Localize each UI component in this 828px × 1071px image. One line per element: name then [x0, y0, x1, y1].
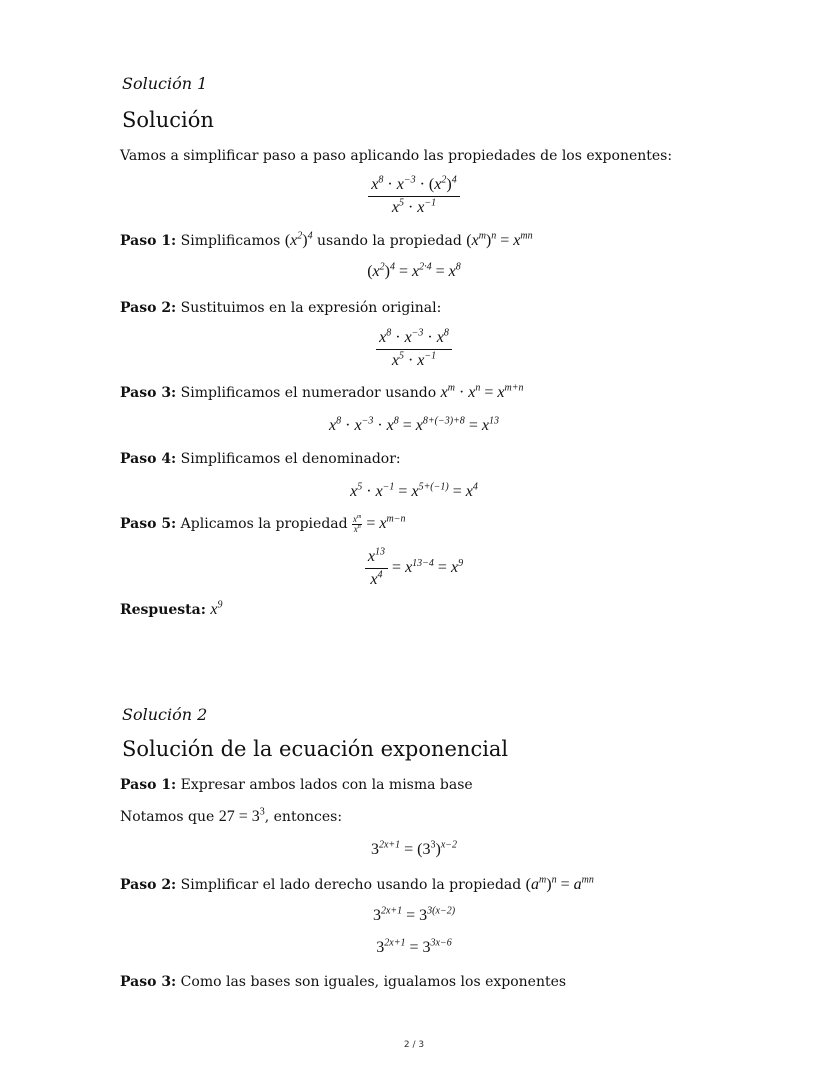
page-number: 2 / 3 — [403, 1040, 425, 1050]
solution-1-label: Solución 1 — [122, 74, 208, 93]
solution-1-step-5 — [120, 515, 406, 534]
equation-step-1: $(x^2)^4 = x^{2\cdot 4} = x^8$ — [367, 261, 461, 280]
s2-step-1-heading: Paso 1: — [120, 777, 177, 793]
note-text: Notamos que — [120, 809, 219, 825]
equation-s2-step-2b: $3^{2x+1} = 3^{3x-6}$ — [376, 937, 452, 956]
s2-step-1-text: Expresar ambos lados con la misma base — [176, 777, 473, 793]
step-3-text: Simplificamos el numerador usando — [176, 385, 441, 401]
equation-step-4: $x^5 \cdot x^{-1} = x^{5+(-1)} = x^4$ — [350, 481, 478, 500]
step-1-text: Simplificamos — [176, 233, 285, 249]
solution-2-step-1 — [120, 776, 473, 794]
note-inline-math: $27 = 3^3$ — [218, 806, 265, 825]
s2-power-rule-inline: $(a^m)^n = a^{mn}$ — [525, 874, 594, 893]
step-1-inline-math: $(x^2)^4$ — [284, 230, 313, 249]
solution-2-label: Solución 2 — [122, 705, 208, 724]
step-5-heading: Paso 5: — [120, 516, 177, 533]
s2-step-3-text: Como las bases son iguales, igualamos los exponentes — [176, 974, 567, 990]
s2-step-3-heading: Paso 3: — [120, 974, 177, 990]
equation-s2-original: $3^{2x+1} = (3^3)^{x-2}$ — [370, 839, 458, 858]
answer-heading: Respuesta: — [120, 602, 206, 618]
solution-2-note — [120, 808, 342, 826]
power-rule-inline: $(x^m)^n = x^{mn}$ — [466, 230, 533, 249]
s2-step-2-text: Simplificar el lado derecho usando la propiedad — [176, 877, 526, 893]
equation-s2-step-2a: $3^{2x+1} = 3^{3(x-2)}$ — [372, 905, 456, 924]
step-1-heading: Paso 1: — [120, 233, 177, 249]
solution-2-title: Solución de la ecuación exponencial — [122, 737, 509, 761]
equation-original-expression: $\frac{x^8 \cdot x^{-3} \cdot (x^2)^4}{x^5 \cdot x^{-1}}$ — [0, 176, 828, 217]
equation-step-2: $\frac{x^8 \cdot x^{-3} \cdot x^8}{x^5 \cdot x^{-1}}$ — [0, 329, 828, 370]
step-4-heading: Paso 4: — [120, 451, 177, 467]
step-3-heading: Paso 3: — [120, 385, 177, 401]
quotient-rule-inline: $\frac{x^m}{x^n}$ = $x^{m-n}$ — [353, 513, 406, 534]
solution-1-step-2 — [120, 299, 441, 317]
solution-2-step-3 — [120, 973, 566, 991]
solution-2-step-2 — [120, 876, 594, 894]
step-2-text: Sustituimos en la expresión original: — [176, 300, 442, 316]
solution-1-intro: Vamos a simplificar paso a paso aplicando las propiedades de los exponentes: — [120, 148, 673, 164]
answer-value: $x^9$ — [210, 599, 223, 618]
step-1-mid-text: usando la propiedad — [312, 233, 467, 249]
equation-step-5: $\frac{x^{13}}{x^4}$ = $x^{13-4} = x^9$ — [0, 548, 828, 589]
step-4-text: Simplificamos el denominador: — [176, 451, 401, 467]
product-rule-inline: $x^m \cdot x^n = x^{m+n}$ — [440, 382, 524, 401]
step-5-text: Aplicamos la propiedad — [176, 516, 353, 533]
solution-1-step-4 — [120, 450, 401, 468]
note-end-text: , entonces: — [264, 809, 343, 825]
solution-1-answer — [120, 601, 222, 619]
step-2-heading: Paso 2: — [120, 300, 177, 316]
solution-1-step-3 — [120, 384, 524, 402]
solution-1-step-1 — [120, 232, 533, 250]
solution-1-title: Solución — [122, 108, 214, 132]
equation-step-3: $x^8 \cdot x^{-3} \cdot x^8 = x^{8+(-3)+8} = x^{13}$ — [329, 415, 499, 434]
s2-step-2-heading: Paso 2: — [120, 877, 177, 893]
